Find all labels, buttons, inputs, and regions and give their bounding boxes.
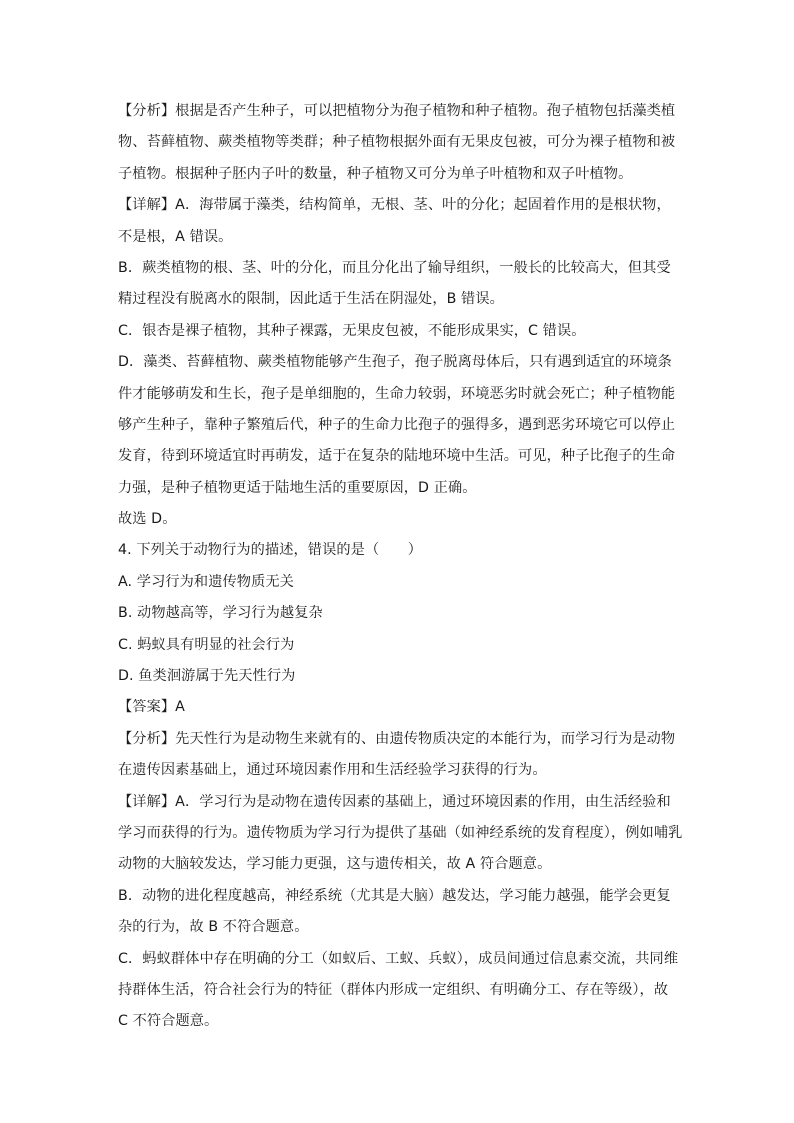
q4-detail-c-line-3: C 不符合题意。: [118, 1013, 219, 1030]
analysis-line-2: 物、苔藓植物、蕨类植物等类群；种子植物根据外面有无果皮包被，可分为裸子植物和被: [118, 134, 676, 151]
q4-detail-b-line-2: 杂的行为，故 B 不符合题意。: [118, 919, 309, 936]
document-page: [118, 96, 683, 1038]
detail-c-line: C．银杏是裸子植物，其种子裸露，无果皮包被，不能形成果实，C 错误。: [118, 322, 586, 339]
option-d: D. 鱼类洄游属于先天性行为: [118, 668, 296, 685]
option-a: A. 学习行为和遗传物质无关: [118, 573, 294, 590]
detail-d-line-2: 件才能够萌发和生长，孢子是单细胞的，生命力较弱，环境恶劣时就会死亡；种子植物能: [118, 385, 676, 402]
q4-analysis-line-1: 【分析】先天性行为是动物生来就有的、由遗传物质决定的本能行为，而学习行为是动物: [118, 730, 676, 747]
detail-line-2: 不是根，A 错误。: [118, 228, 233, 245]
detail-d-line-5: 力强，是种子植物更适于陆地生活的重要原因，D 正确。: [118, 479, 477, 496]
detail-b-line-1: B．蕨类植物的根、茎、叶的分化，而且分化出了输导组织，一般长的比较高大，但其受: [118, 259, 671, 276]
q4-analysis-line-2: 在遗传因素基础上，通过环境因素作用和生活经验学习获得的行为。: [118, 762, 547, 779]
detail-b-line-2: 精过程没有脱离水的限制，因此适于生活在阴湿处，B 错误。: [118, 291, 504, 308]
detail-line-1: 【详解】A．海带属于藻类，结构简单，无根、茎、叶的分化；起固着作用的是根状物，: [118, 197, 671, 214]
detail-d-line-4: 发育，待到环境适宜时再萌发，适于在复杂的陆地环境中生活。可见，种子比孢子的生命: [118, 448, 676, 465]
analysis-line-1: 【分析】根据是否产生种子，可以把植物分为孢子植物和种子植物。孢子植物包括藻类植: [118, 103, 676, 119]
question-4-stem: 4. 下列关于动物行为的描述，错误的是（ ）: [118, 542, 423, 559]
option-c: C. 蚂蚁具有明显的社会行为: [118, 636, 295, 653]
detail-d-line-3: 够产生种子，靠种子繁殖后代，种子的生命力比孢子的强得多，遇到恶劣环境它可以停止: [118, 416, 676, 433]
q4-detail-a-line-1: 【详解】A．学习行为是动物在遗传因素的基础上，通过环境因素的作用，由生活经验和: [118, 793, 671, 810]
q4-detail-c-line-1: C．蚂蚁群体中存在明确的分工（如蚁后、工蚁、兵蚁），成员间通过信息素交流，共同维: [118, 950, 679, 967]
q4-detail-b-line-1: B．动物的进化程度越高，神经系统（尤其是大脑）越发达，学习能力越强，能学会更复: [118, 887, 671, 904]
option-b: B. 动物越高等，学习行为越复杂: [118, 605, 323, 622]
analysis-line-3: 子植物。根据种子胚内子叶的数量，种子植物又可分为单子叶植物和双子叶植物。: [118, 165, 633, 182]
answer-line: 【答案】A: [118, 699, 185, 716]
q4-detail-a-line-3: 动物的大脑较发达，学习能力更强，这与遗传相关，故 A 符合题意。: [118, 856, 552, 873]
choose-line: 故选 D。: [118, 511, 177, 528]
q4-detail-a-line-2: 学习而获得的行为。遗传物质为学习行为提供了基础（如神经系统的发育程度），例如哺乳: [118, 824, 683, 841]
detail-d-line-1: D．藻类、苔藓植物、蕨类植物能够产生孢子，孢子脱离母体后，只有遇到适宜的环境条: [118, 354, 672, 371]
q4-detail-c-line-2: 持群体生活，符合社会行为的特征（群体内形成一定组织、有明确分工、存在等级），故: [118, 981, 669, 998]
